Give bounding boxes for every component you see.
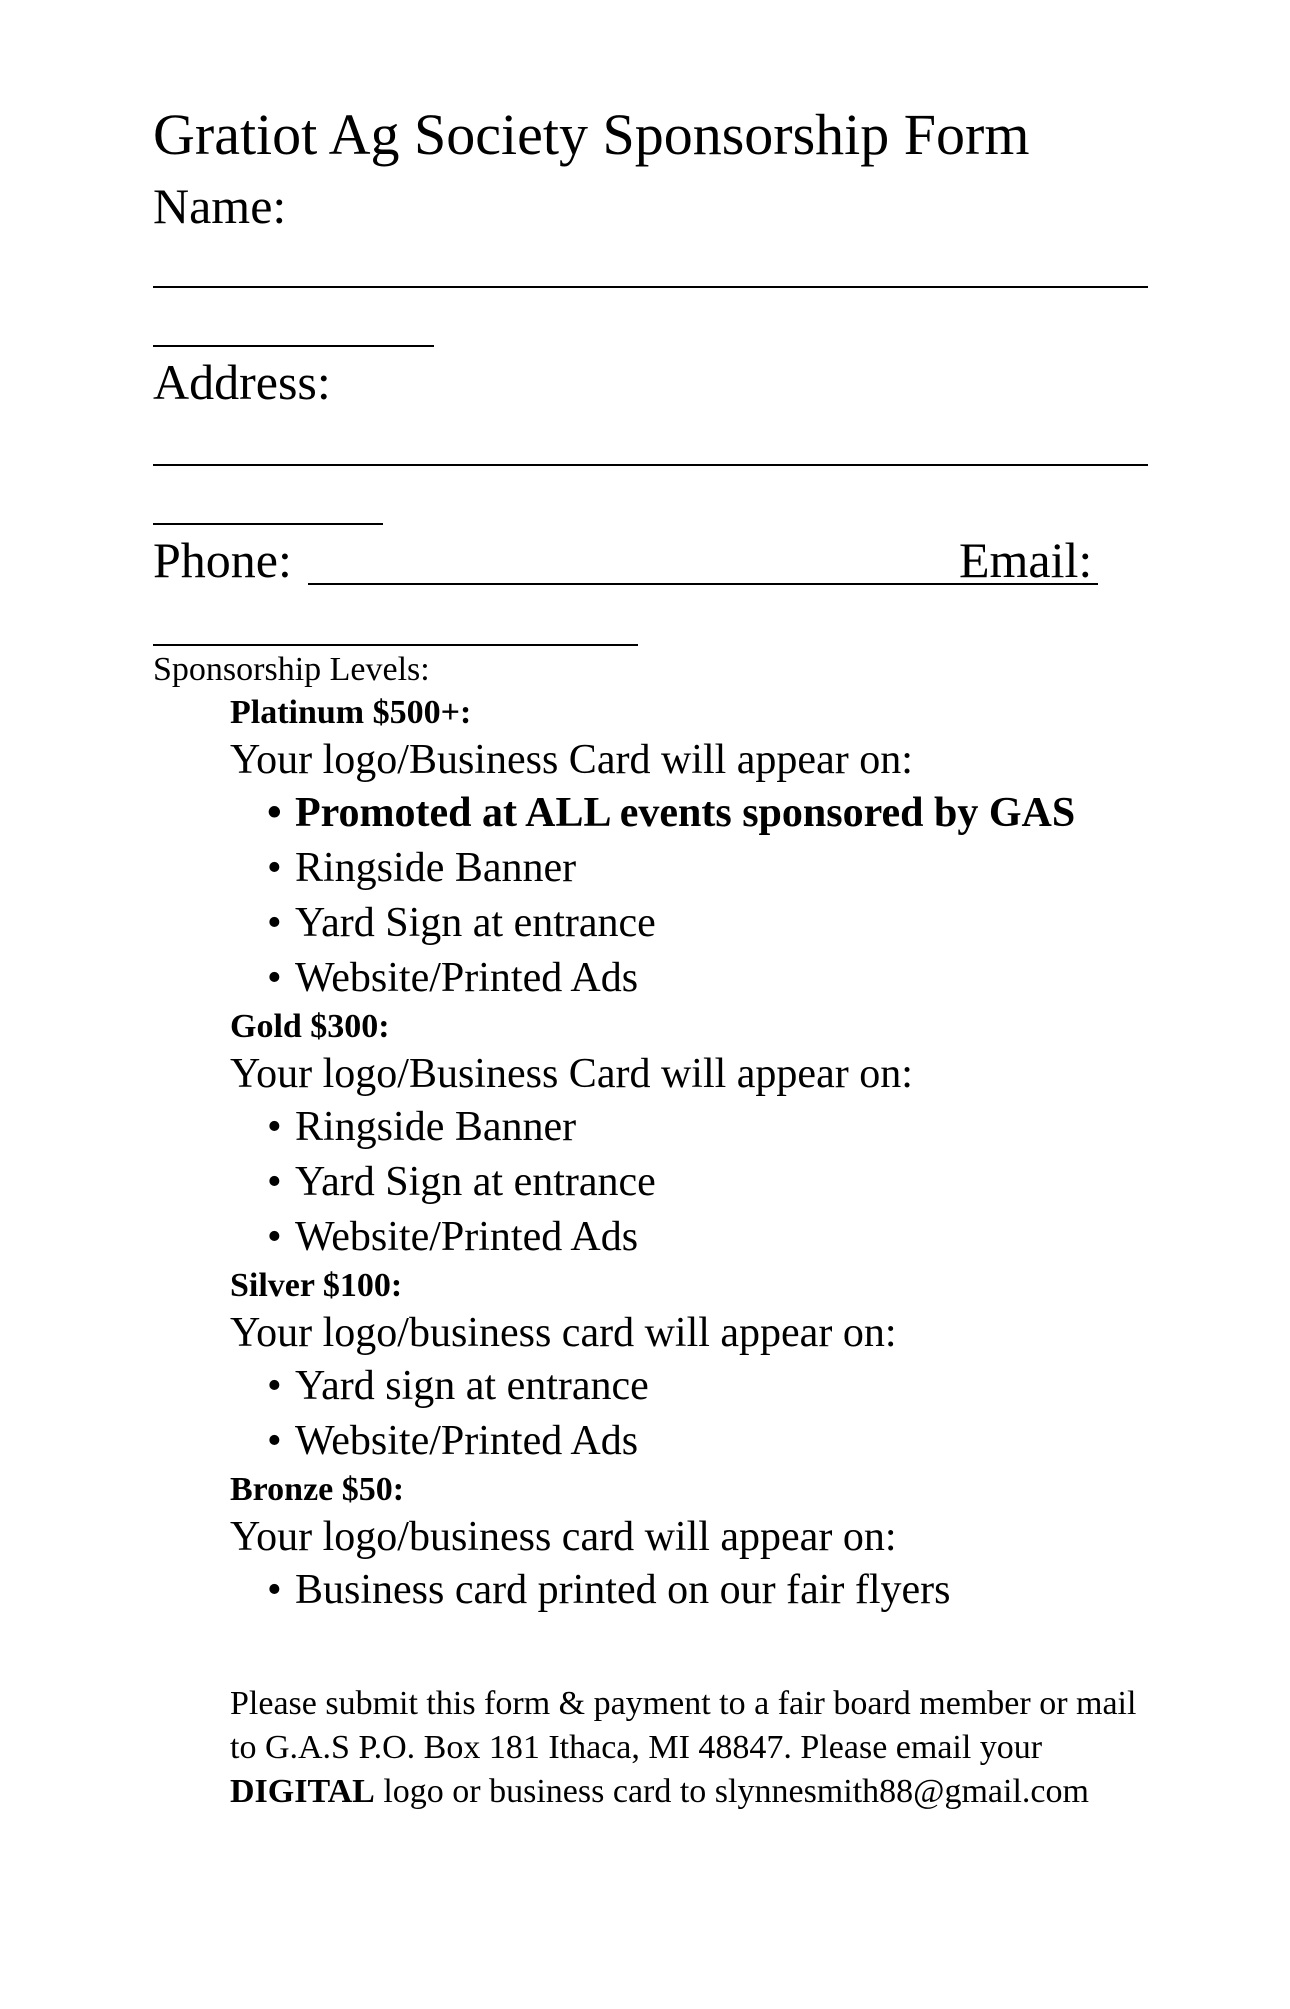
address-label: Address: <box>153 354 331 410</box>
benefit-item <box>267 786 1170 841</box>
benefit-text: Website/Printed Ads <box>295 955 639 1001</box>
benefit-text: Business card printed on our fair flyers <box>295 1567 951 1613</box>
bullet-icon: • <box>267 1159 282 1205</box>
benefit-item <box>267 1359 1170 1414</box>
email-label: Email: <box>959 532 1093 588</box>
bullet-icon: • <box>267 1214 282 1260</box>
benefit-text: Promoted at ALL events sponsored by GAS <box>295 790 1076 836</box>
benefit-text: Yard Sign at entrance <box>295 900 656 946</box>
benefit-item <box>267 896 1170 951</box>
benefit-item <box>267 841 1170 896</box>
sponsorship-level <box>230 1469 1170 1618</box>
bullet-icon: • <box>267 1104 282 1150</box>
level-heading: Gold $300: <box>230 1008 390 1045</box>
benefit-list <box>230 1359 1170 1469</box>
benefit-item <box>267 1414 1170 1469</box>
form-title: Gratiot Ag Society Sponsorship Form <box>153 102 1030 167</box>
bullet-icon: • <box>267 955 282 1001</box>
benefit-list <box>230 1563 1170 1618</box>
sponsorship-levels-list <box>230 692 1170 1618</box>
email-blank-line <box>153 644 638 646</box>
benefit-item <box>267 1210 1170 1265</box>
sponsorship-levels-label: Sponsorship Levels: <box>153 651 430 688</box>
sponsorship-level <box>230 1006 1170 1265</box>
phone-label: Phone: <box>153 532 292 588</box>
benefit-text: Ringside Banner <box>295 1104 577 1150</box>
bullet-icon: • <box>267 1567 282 1613</box>
bullet-icon: • <box>267 845 282 891</box>
bullet-icon: • <box>267 1363 282 1409</box>
name-blank-line-2 <box>153 345 434 347</box>
bullet-icon: • <box>267 900 282 946</box>
sponsorship-level <box>230 692 1170 1006</box>
bullet-icon: • <box>267 790 282 836</box>
benefit-item <box>267 951 1170 1006</box>
level-heading: Bronze $50: <box>230 1471 405 1508</box>
benefit-text: Website/Printed Ads <box>295 1214 639 1260</box>
benefit-item <box>267 1100 1170 1155</box>
name-label: Name: <box>153 178 287 234</box>
name-blank-line-1 <box>153 286 1148 288</box>
benefit-text: Ringside Banner <box>295 845 577 891</box>
benefit-item <box>267 1563 1170 1618</box>
level-heading: Silver $100: <box>230 1267 403 1304</box>
benefit-text: Yard Sign at entrance <box>295 1159 656 1205</box>
benefit-text: Website/Printed Ads <box>295 1418 639 1464</box>
benefit-item <box>267 1155 1170 1210</box>
benefit-text: Yard sign at entrance <box>295 1363 649 1409</box>
bullet-icon: • <box>267 1418 282 1464</box>
instructions-text-end: logo or business card to slynnesmith88@gmail.com <box>374 1773 1089 1810</box>
digital-emphasis: DIGITAL <box>230 1773 375 1810</box>
level-intro: Your logo/Business Card will appear on: <box>230 737 913 783</box>
benefit-list <box>230 786 1170 1006</box>
level-intro: Your logo/business card will appear on: <box>230 1310 897 1356</box>
level-heading: Platinum $500+: <box>230 694 472 731</box>
level-intro: Your logo/Business Card will appear on: <box>230 1051 913 1097</box>
instructions-text-start: Please submit this form & payment to a fair board member or mail to G.A.S P.O. Box 181 Ithaca, MI 48847. Please email your <box>230 1685 1137 1766</box>
address-blank-line-1 <box>153 464 1148 466</box>
benefit-list <box>230 1100 1170 1265</box>
submission-instructions <box>230 1682 1150 1814</box>
address-blank-line-2 <box>153 523 383 525</box>
level-intro: Your logo/business card will appear on: <box>230 1514 897 1560</box>
sponsorship-level <box>230 1265 1170 1469</box>
